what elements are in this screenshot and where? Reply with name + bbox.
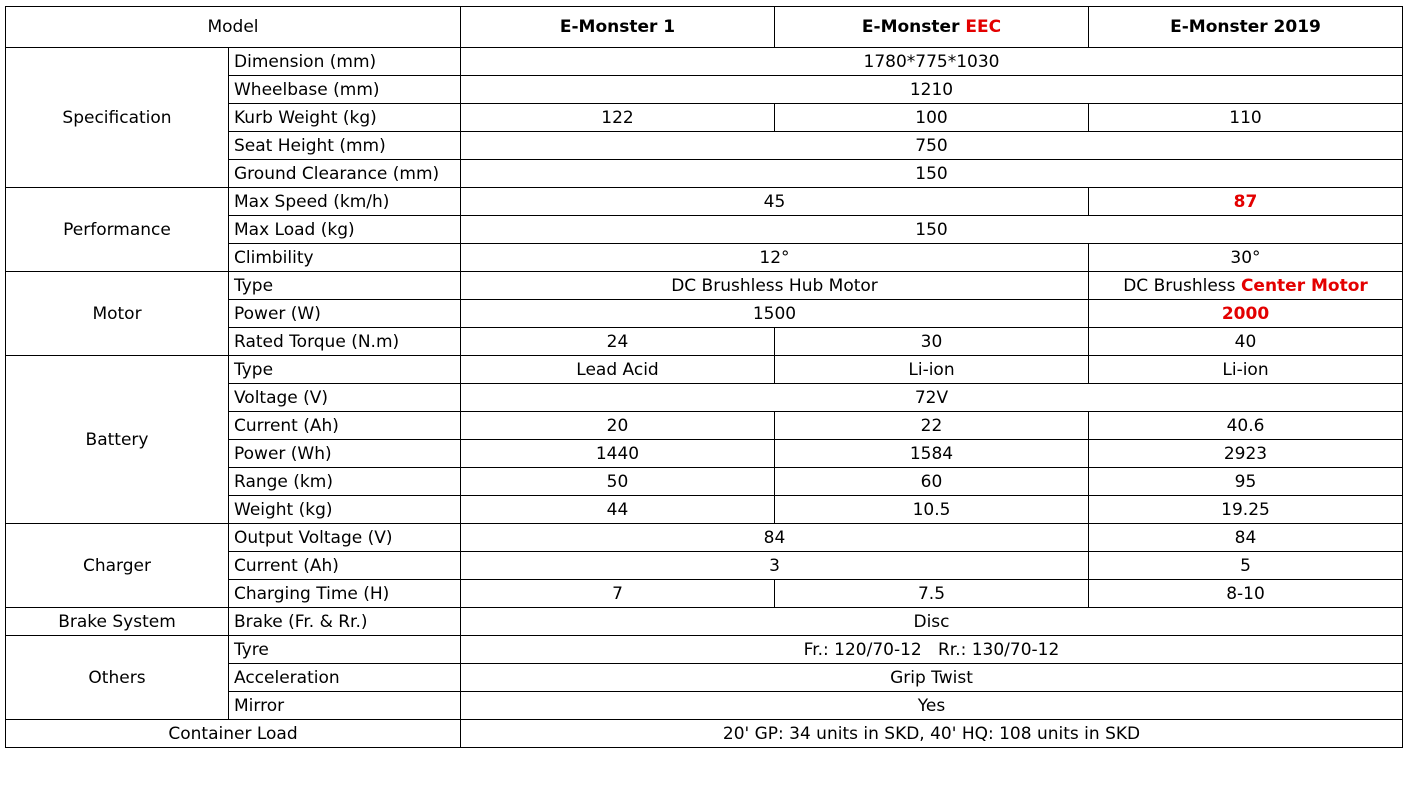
cell-value: 22: [775, 412, 1089, 440]
section-battery: Battery: [6, 356, 229, 524]
row-label: Max Load (kg): [229, 216, 461, 244]
cell-value: 45: [461, 188, 1089, 216]
section-specification: Specification: [6, 48, 229, 188]
row-label: Power (Wh): [229, 440, 461, 468]
section-others: Others: [6, 636, 229, 720]
row-label: Wheelbase (mm): [229, 76, 461, 104]
row-label: Rated Torque (N.m): [229, 328, 461, 356]
model-col-2: [775, 7, 1089, 48]
cell-value: 1440: [461, 440, 775, 468]
row-label: Weight (kg): [229, 496, 461, 524]
cell-value: 100: [775, 104, 1089, 132]
model-1-name: E-Monster 1: [559, 17, 676, 37]
cell-value: 150: [461, 216, 1403, 244]
cell-value: 7: [461, 580, 775, 608]
cell-value: Fr.: 120/70-12 Rr.: 130/70-12: [461, 636, 1403, 664]
table-row: [6, 356, 1403, 384]
cell-value: [1089, 272, 1403, 300]
section-charger: Charger: [6, 524, 229, 608]
cell-value: 3: [461, 552, 1089, 580]
row-label: Voltage (V): [229, 384, 461, 412]
row-label: Charging Time (H): [229, 580, 461, 608]
cell-value: 19.25: [1089, 496, 1403, 524]
cell-value: 150: [461, 160, 1403, 188]
model-3-name: E-Monster 2019: [1170, 17, 1321, 37]
row-label: Climbility: [229, 244, 461, 272]
table-row: [6, 608, 1403, 636]
cell-value: 30: [775, 328, 1089, 356]
cell-value: Yes: [461, 692, 1403, 720]
cell-value: DC Brushless Hub Motor: [461, 272, 1089, 300]
cell-value: 50: [461, 468, 775, 496]
cell-value: 95: [1089, 468, 1403, 496]
cell-value: 7.5: [775, 580, 1089, 608]
cell-value: 30°: [1089, 244, 1403, 272]
cell-value: Grip Twist: [461, 664, 1403, 692]
cell-value-highlight: 2000: [1089, 300, 1403, 328]
section-performance: Performance: [6, 188, 229, 272]
cell-value: Lead Acid: [461, 356, 775, 384]
model-col-3: [1089, 7, 1403, 48]
model-2-name: E-Monster: [861, 17, 966, 37]
cell-value: 110: [1089, 104, 1403, 132]
header-row: [6, 7, 1403, 48]
table-row: [6, 48, 1403, 76]
row-label: Current (Ah): [229, 552, 461, 580]
cell-value: 1210: [461, 76, 1403, 104]
section-brake-system: Brake System: [6, 608, 229, 636]
cell-value: 44: [461, 496, 775, 524]
cell-value: 24: [461, 328, 775, 356]
spec-table: [5, 6, 1403, 748]
row-label: Seat Height (mm): [229, 132, 461, 160]
cell-value: 2923: [1089, 440, 1403, 468]
row-label: Power (W): [229, 300, 461, 328]
row-label: Dimension (mm): [229, 48, 461, 76]
table-row: [6, 188, 1403, 216]
row-label: Range (km): [229, 468, 461, 496]
cell-value: 122: [461, 104, 775, 132]
row-label: Current (Ah): [229, 412, 461, 440]
cell-value: 8-10: [1089, 580, 1403, 608]
cell-value: Disc: [461, 608, 1403, 636]
section-container-load: Container Load: [6, 720, 461, 748]
cell-value: 1584: [775, 440, 1089, 468]
row-label: Tyre: [229, 636, 461, 664]
cell-value: 20: [461, 412, 775, 440]
row-label: Max Speed (km/h): [229, 188, 461, 216]
cell-value: 40.6: [1089, 412, 1403, 440]
cell-value: 12°: [461, 244, 1089, 272]
row-label: Kurb Weight (kg): [229, 104, 461, 132]
cell-value: 1780*775*1030: [461, 48, 1403, 76]
row-label: Mirror: [229, 692, 461, 720]
cell-value: 1500: [461, 300, 1089, 328]
cell-value: 20' GP: 34 units in SKD, 40' HQ: 108 units in SKD: [461, 720, 1403, 748]
cell-value: Li-ion: [1089, 356, 1403, 384]
row-label: Brake (Fr. & Rr.): [229, 608, 461, 636]
cell-value: 72V: [461, 384, 1403, 412]
cell-value: 84: [461, 524, 1089, 552]
row-label: Type: [229, 272, 461, 300]
row-label: Acceleration: [229, 664, 461, 692]
row-label: Ground Clearance (mm): [229, 160, 461, 188]
cell-value: 60: [775, 468, 1089, 496]
model-col-1: [461, 7, 775, 48]
cell-value-highlight: 87: [1089, 188, 1403, 216]
table-row: [6, 636, 1403, 664]
motor-type-highlight: Center Motor: [1240, 275, 1368, 296]
cell-value: Li-ion: [775, 356, 1089, 384]
cell-value: 84: [1089, 524, 1403, 552]
table-row: [6, 720, 1403, 748]
motor-type-prefix: DC Brushless: [1123, 275, 1241, 296]
section-motor: Motor: [6, 272, 229, 356]
cell-value: 40: [1089, 328, 1403, 356]
table-row: [6, 272, 1403, 300]
cell-value: 750: [461, 132, 1403, 160]
cell-value: 5: [1089, 552, 1403, 580]
cell-value: 10.5: [775, 496, 1089, 524]
table-row: [6, 524, 1403, 552]
model-2-highlight: EEC: [965, 17, 1002, 37]
model-header: Model: [6, 7, 461, 48]
row-label: Output Voltage (V): [229, 524, 461, 552]
row-label: Type: [229, 356, 461, 384]
